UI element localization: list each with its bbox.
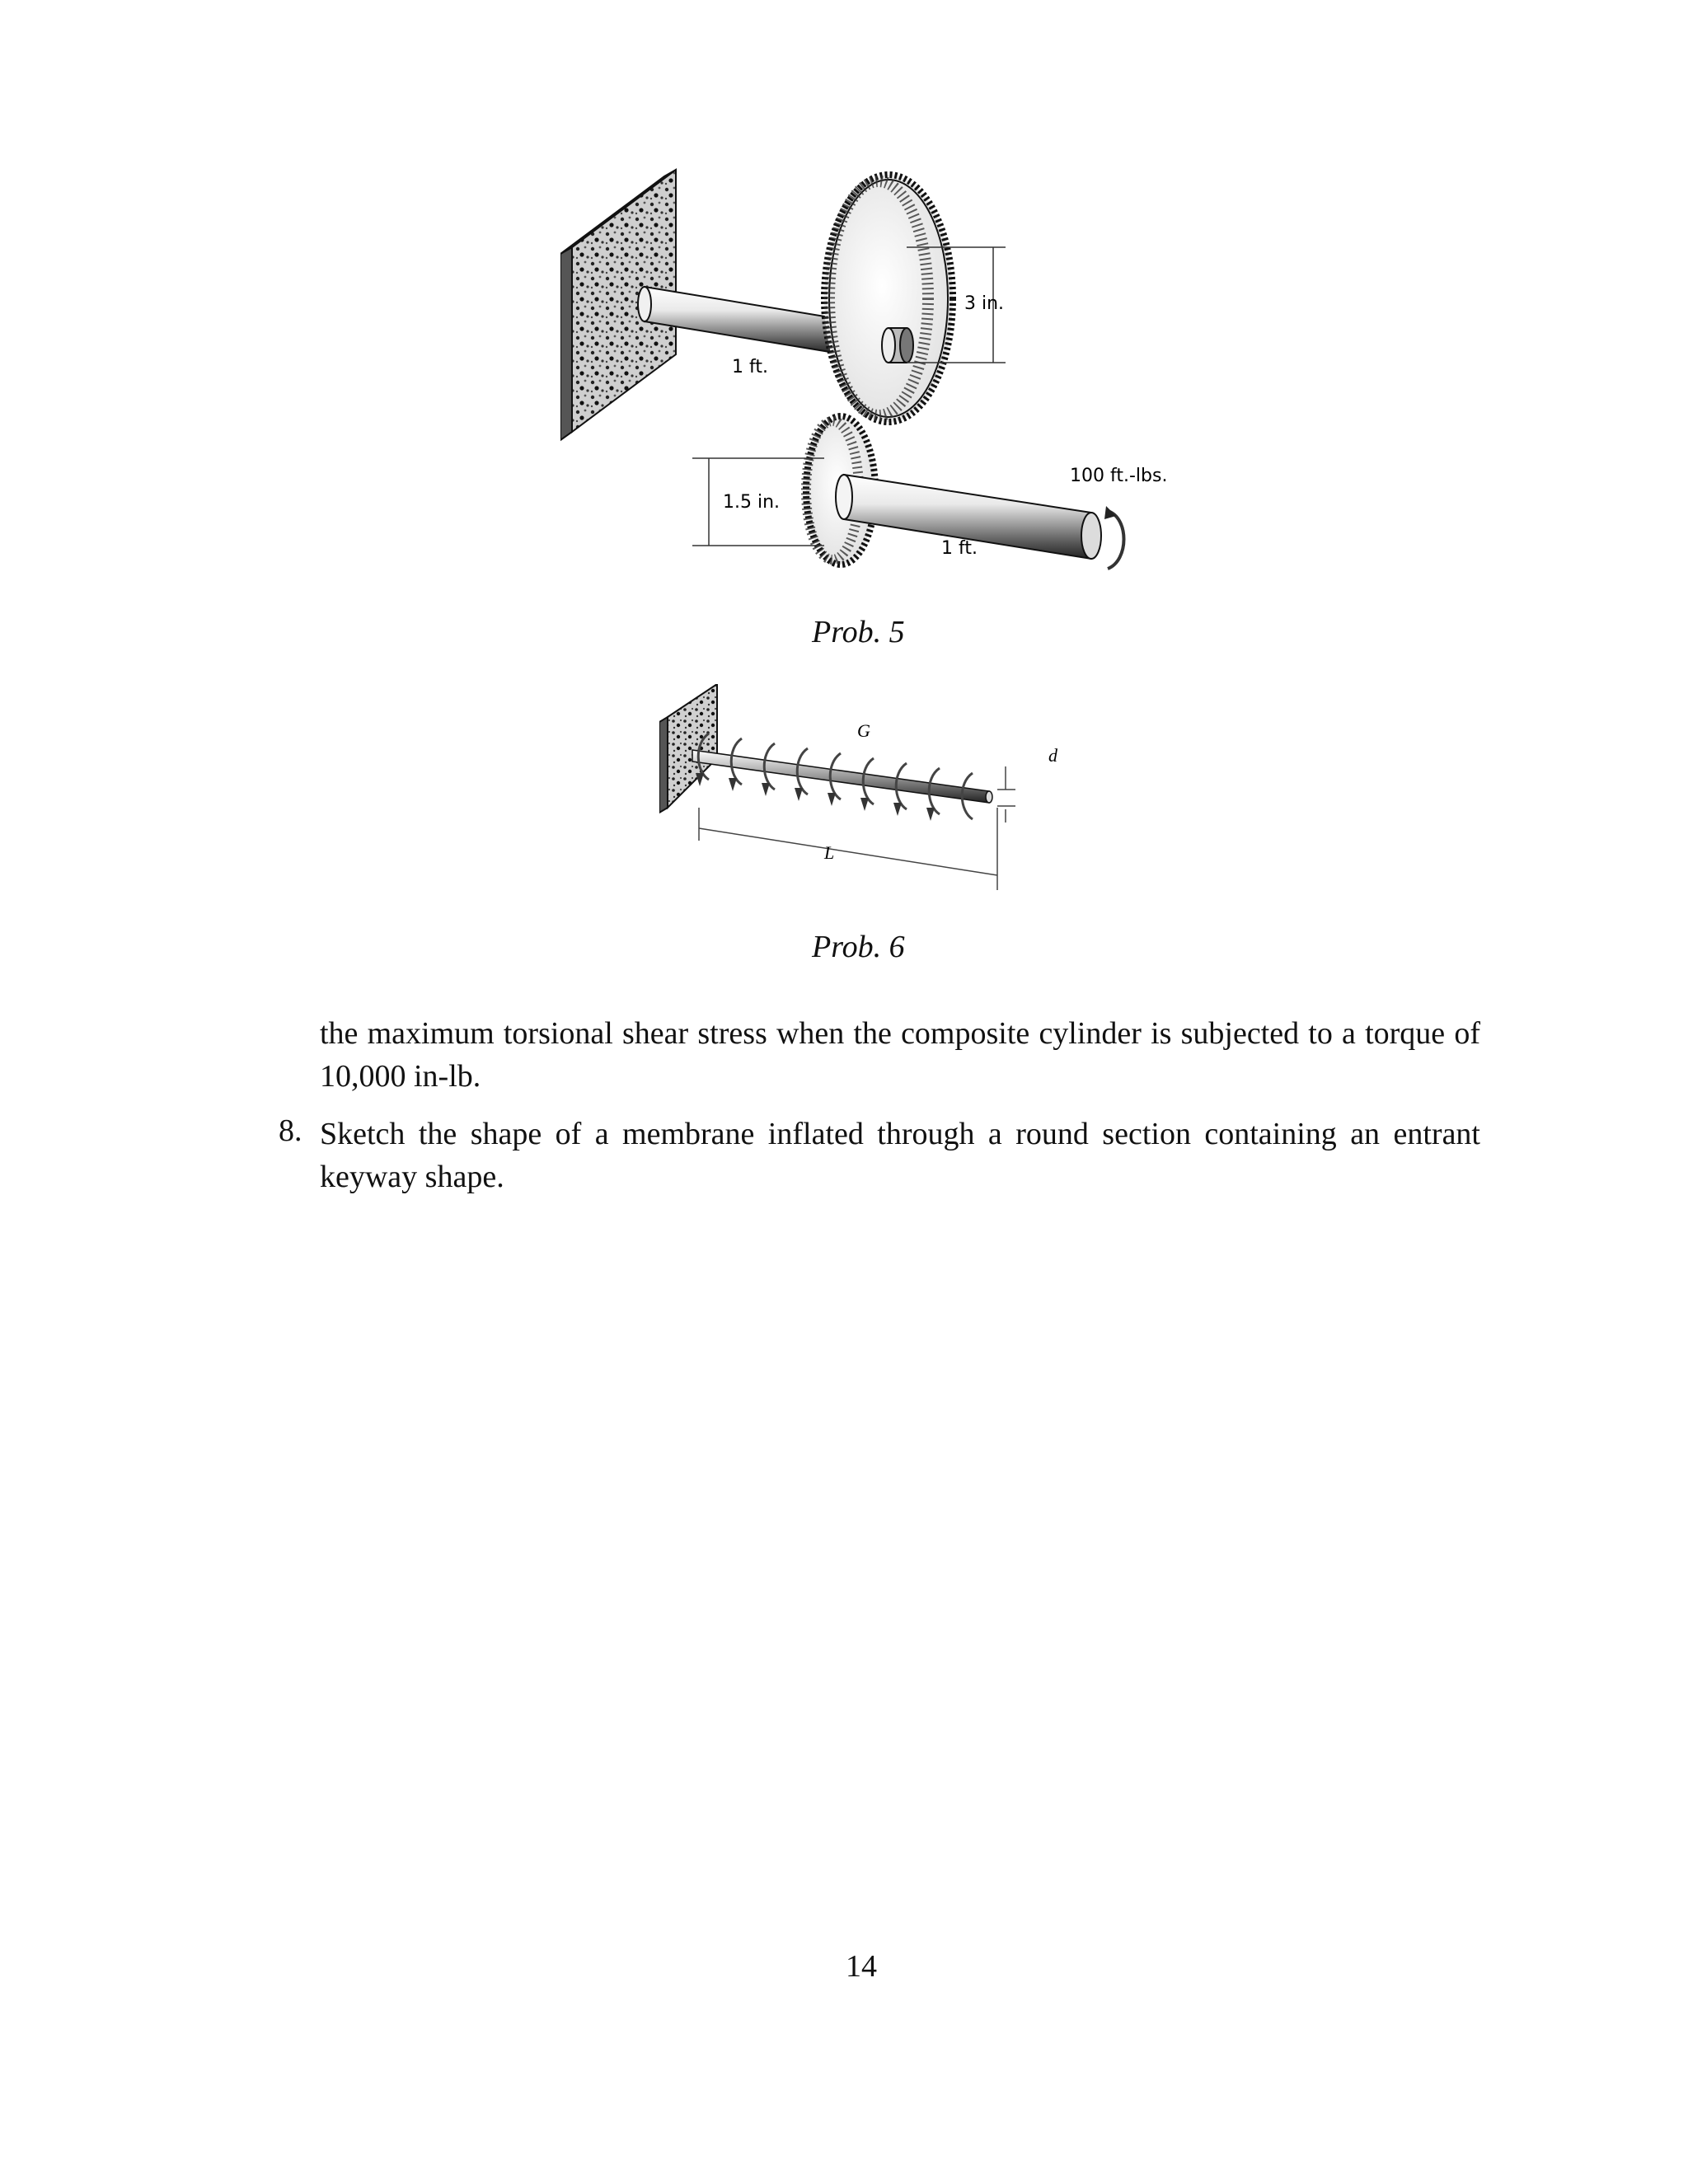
prob5-caption: Prob. 5 [812, 615, 905, 649]
page-number: 14 [846, 1949, 877, 1984]
prob6-caption: Prob. 6 [812, 930, 905, 964]
pinion-radius-label: 1.5 in. [723, 492, 781, 513]
prob5-figure [560, 157, 1187, 585]
wall-support-6 [659, 684, 717, 813]
shaft1-length-label: 1 ft. [732, 357, 768, 377]
rod [692, 750, 992, 803]
gear-radius-label: 3 in. [964, 293, 1005, 314]
shaft2-length-label: 1 ft. [941, 538, 978, 559]
item-8-number: 8. [279, 1113, 302, 1148]
prob6-figure [659, 684, 1088, 890]
large-gear [824, 175, 953, 422]
modulus-label: G [857, 720, 870, 741]
torque-label: 100 ft.-lbs. [1070, 466, 1168, 486]
diameter-label: d [1048, 745, 1057, 766]
item-8-text: Sketch the shape of a membrane inflated through a round section containing an entrant keyway shape. [320, 1117, 1480, 1194]
diameter-dimension [997, 766, 1015, 823]
length-dimension [699, 808, 997, 890]
length-label: L [824, 842, 835, 863]
torque-arrow [1104, 506, 1124, 569]
continuation-paragraph: the maximum torsional shear stress when the composite cylinder is subjected to a torque of 10,000 in-lb. [320, 1016, 1480, 1094]
